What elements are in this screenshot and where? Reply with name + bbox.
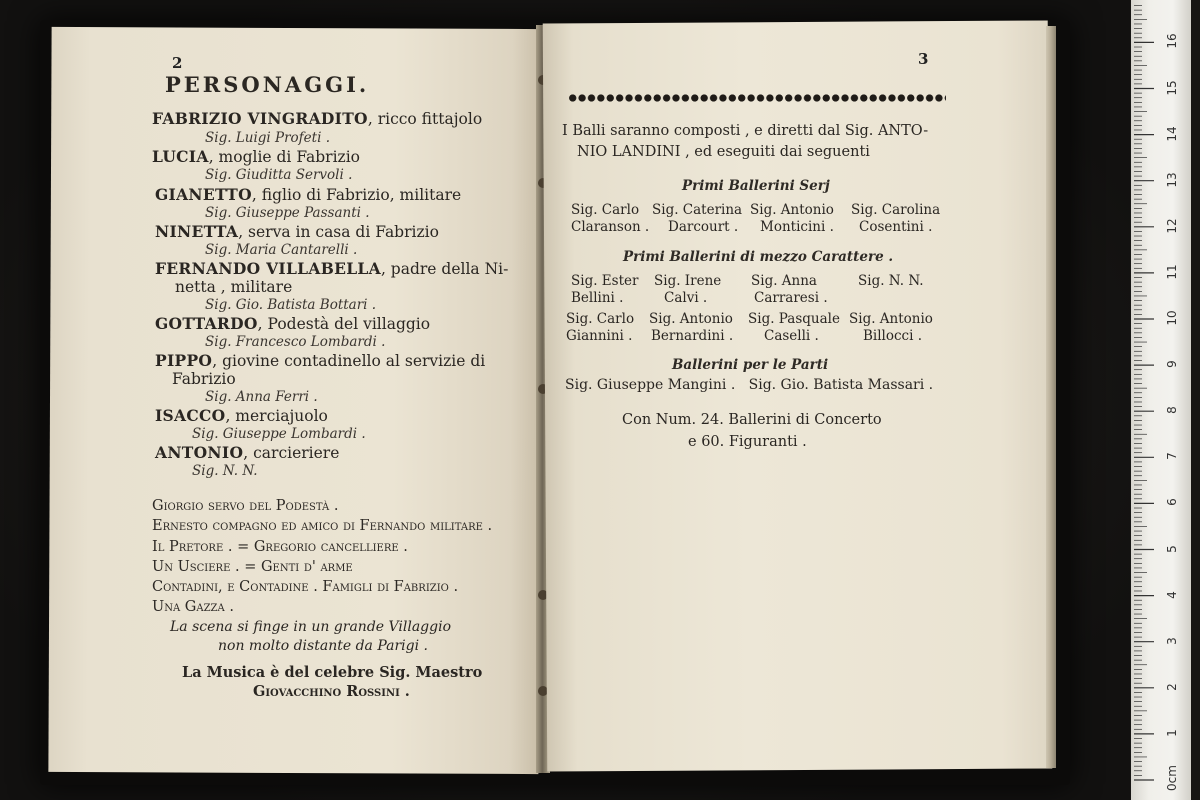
ruler-number: 9 — [1165, 360, 1179, 368]
ruler-number: 11 — [1165, 264, 1179, 280]
dancer: Sig. Ester Bellini . — [571, 273, 639, 306]
scene-note: non molto distante da Parigi . — [218, 638, 428, 654]
dancer: Sig. Antonio Bernardini . — [649, 311, 734, 344]
ruler-number: 15 — [1165, 79, 1179, 96]
ruler-number: 8 — [1165, 406, 1179, 415]
page-edge — [1046, 26, 1056, 768]
section-heading: Primi Ballerini di mezzo Carattere . — [623, 249, 894, 265]
dancer: Sig. Pasquale Caselli . — [748, 311, 840, 344]
ruler-number: 5 — [1165, 544, 1179, 553]
minor-character-line: Giorgio servo del Podestà . — [152, 498, 339, 514]
character-entry: ANTONIO, carcieriere — [155, 443, 340, 462]
scene-note: La scena si finge in un grande Villaggio — [170, 619, 451, 635]
performer: Sig. Anna Ferri . — [205, 389, 318, 405]
ruler-number: 0cm — [1165, 765, 1179, 791]
dancer: Sig. Anna Carraresi . — [751, 273, 828, 306]
minor-character-line: Il Pretore . = Gregorio cancelliere . — [152, 539, 408, 555]
closing-note: e 60. Figuranti . — [688, 434, 807, 450]
performer: Sig. N. N. — [192, 463, 258, 479]
character-role-continuation: netta , militare — [175, 278, 293, 296]
closing-note: Con Num. 24. Ballerini di Concerto — [622, 412, 882, 428]
ruler-number: 10 — [1165, 310, 1179, 326]
character-entry: LUCIA, moglie di Fabrizio — [152, 147, 361, 166]
dancer-line: Sig. Giuseppe Mangini . Sig. Gio. Batista Massari . — [565, 377, 934, 393]
character-entry: GIANETTO, figlio di Fabrizio, militare — [155, 185, 462, 204]
performer: Sig. Giuseppe Lombardi . — [192, 426, 366, 442]
ballet-intro: I Balli saranno composti , e diretti dal Sig. ANTO- — [562, 123, 929, 139]
ruler-number: 2 — [1165, 682, 1179, 691]
section-heading: Ballerini per le Parti — [672, 357, 829, 373]
character-entry: FERNANDO VILLABELLA, padre della Ni- — [155, 259, 509, 278]
ruler-number: 7 — [1165, 452, 1179, 461]
dancer: Sig. N. N. — [858, 273, 924, 289]
ruler-number: 4 — [1165, 590, 1179, 599]
ruler-number: 6 — [1165, 498, 1179, 507]
page-number-left: 2 — [172, 54, 183, 72]
dancer: Sig. Caterina Darcourt . — [652, 202, 743, 235]
ballet-intro: NIO LANDINI , ed eseguiti dai seguenti — [577, 144, 870, 160]
minor-character-line: Un Usciere . = Genti d' arme — [152, 559, 353, 575]
character-entry: ISACCO, merciajuolo — [155, 406, 328, 425]
dancer: Sig. Antonio Monticini . — [750, 202, 834, 235]
music-credit-composer: Giovacchino Rossini . — [253, 683, 410, 700]
minor-character-line: Contadini, e Contadine . Famigli di Fabrizio . — [152, 579, 459, 595]
page-number-right: 3 — [918, 50, 929, 68]
ruler-number: 16 — [1165, 33, 1179, 50]
ruler-number: 1 — [1165, 729, 1179, 737]
character-entry: PIPPO, giovine contadinello al servizie di — [155, 351, 486, 370]
dancer: Sig. Carolina Cosentini . — [851, 202, 941, 235]
music-credit: La Musica è del celebre Sig. Maestro — [182, 664, 483, 681]
character-role-continuation: Fabrizio — [172, 370, 236, 388]
dancer: Sig. Antonio Billocci . — [849, 311, 933, 344]
ruler-number: 3 — [1165, 636, 1179, 645]
character-entry: FABRIZIO VINGRADITO, ricco fittajolo — [152, 109, 483, 128]
minor-character-line: Una Gazza . — [152, 599, 234, 615]
ornamental-border — [568, 92, 946, 104]
dancer: Sig. Carlo Giannini . — [566, 311, 635, 344]
character-entry: NINETTA, serva in casa di Fabrizio — [155, 222, 439, 241]
minor-character-line: Ernesto compagno ed amico di Fernando militare . — [152, 518, 493, 534]
ruler-number: 14 — [1165, 125, 1179, 142]
performer: Sig. Luigi Profeti . — [205, 130, 330, 146]
ruler-number: 13 — [1165, 172, 1179, 188]
performer: Sig. Gio. Batista Bottari . — [205, 297, 377, 313]
dancer: Sig. Irene Calvi . — [654, 273, 722, 306]
performer: Sig. Giuseppe Passanti . — [205, 205, 370, 221]
performer: Sig. Giuditta Servoli . — [205, 167, 353, 183]
character-entry: GOTTARDO, Podestà del villaggio — [155, 314, 431, 333]
dancer: Sig. Carlo Claranson . — [571, 202, 650, 235]
ruler-number: 12 — [1165, 218, 1179, 234]
page-title: PERSONAGGI. — [165, 72, 370, 97]
ruler-ticks — [1131, 0, 1191, 800]
performer: Sig. Francesco Lombardi . — [205, 334, 386, 350]
performer: Sig. Maria Cantarelli . — [205, 242, 358, 258]
section-heading: Primi Ballerini Serj — [682, 178, 830, 194]
measuring-ruler — [1131, 0, 1191, 800]
